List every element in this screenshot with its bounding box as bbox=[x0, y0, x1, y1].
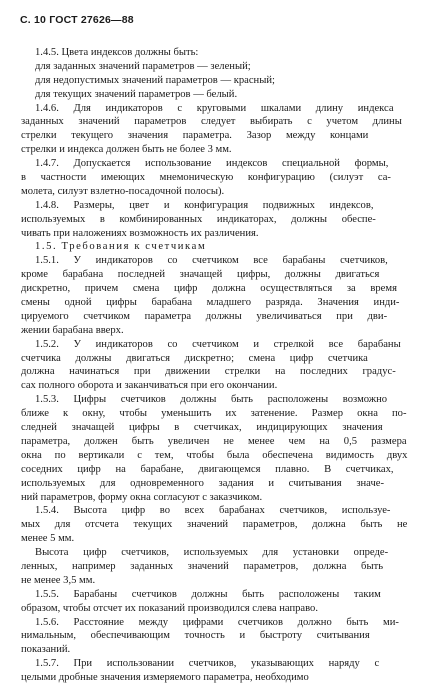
text-line: должна начинаться при движении стрелки на последних градус- bbox=[21, 366, 396, 378]
text-line: 1.5.4. Высота цифр во всех барабанах счетчиков, используе- bbox=[35, 505, 391, 517]
text-line: для недопустимых значений параметров — красный; bbox=[35, 74, 275, 86]
text-line: стрелки текущего значения параметра. Зазор между концами bbox=[21, 130, 369, 142]
text-line: следней значащей цифры в счетчиках, индицирующих значения bbox=[21, 422, 383, 434]
text-line: нимальным, обеспечивающим точность и быстроту считывания bbox=[21, 630, 370, 642]
text-line: для заданных значений параметров — зеленый; bbox=[35, 60, 251, 72]
text-line: не менее 3,5 мм. bbox=[21, 574, 96, 586]
text-line: цируемого счетчиком параметра должны увеличиваться при дви- bbox=[21, 310, 388, 322]
text-line: 1.4.5. Цвета индексов должны быть: bbox=[35, 47, 199, 58]
text-line: 1.5.5. Барабаны счетчиков должны быть расположены таким bbox=[35, 588, 381, 600]
text-line: счетчика должны двигаться дискретно; смена цифр счетчика bbox=[21, 352, 368, 364]
text-line: для текущих значений параметров — белый. bbox=[35, 88, 238, 100]
document-body bbox=[21, 46, 407, 685]
text-line: молета, силуэт взлетно-посадочной полосы). bbox=[21, 185, 225, 197]
text-line: сах полного оборота и заканчиваться при его окончании. bbox=[21, 380, 278, 392]
text-line: дискретно, причем смена цифр должна осуществляться за время bbox=[21, 283, 397, 295]
text-line: 1.4.7. Допускается использование индексов специальной формы, bbox=[35, 158, 389, 170]
text-line: показаний. bbox=[21, 644, 71, 656]
text-line: чивать при наложениях возможность их различения. bbox=[21, 227, 259, 239]
text-line: целыми дробные значения измеряемого параметра, необходимо bbox=[21, 672, 309, 684]
text-line: параметра, должен быть увеличен не менее чем на 0,5 размера bbox=[21, 435, 407, 447]
text-line: ний параметров, форму окна согласуют с заказчиком. bbox=[21, 491, 263, 503]
text-line: 1.5.7. При использовании счетчиков, указывающих наряду с bbox=[35, 658, 380, 670]
text-line: 1.5.6. Расстояние между цифрами счетчиков должно быть ми- bbox=[35, 616, 399, 628]
text-line: 1.4.8. Размеры, цвет и конфигурация подвижных индексов, bbox=[35, 199, 374, 211]
text-line: окна по вертикали с тем, чтобы была обеспечена видимость двух bbox=[21, 449, 408, 461]
text-line: ленных, например заданных значений параметров, должна быть bbox=[21, 560, 384, 572]
text-line: смены одной цифры барабана младшего разряда. Значения инди- bbox=[21, 297, 400, 309]
text-line: Высота цифр счетчиков, используемых для установки опреде- bbox=[35, 547, 389, 559]
section-heading: 1.5. Требования к счетчикам bbox=[35, 241, 207, 253]
text-line: жении барабана вверх. bbox=[21, 324, 124, 336]
text-line: менее 5 мм. bbox=[21, 533, 75, 545]
text-line: заданных значений параметров следует выбирать с учетом длины bbox=[21, 116, 402, 128]
text-line: 1.5.2. У индикаторов со счетчиком и стрелкой все барабаны bbox=[35, 338, 401, 350]
text-line: используемых для одновременного задания и считывания значе- bbox=[21, 477, 385, 489]
page-header: С. 10 ГОСТ 27626—88 bbox=[20, 14, 134, 26]
text-line: образом, чтобы отсчет их показаний производился слева направо. bbox=[21, 602, 318, 614]
text-line: 1.5.3. Цифры счетчиков должны быть расположены возможно bbox=[35, 394, 388, 406]
text-line: 1.4.6. Для индикаторов с круговыми шкалами длину индекса bbox=[35, 102, 394, 114]
text-line: используемых в комбинированных индикаторах, должны обеспе- bbox=[21, 213, 376, 225]
text-line: 1.5.1. У индикаторов со счетчиком все барабаны счетчиков, bbox=[35, 255, 388, 267]
text-line: кроме барабана последней значащей цифры, должны двигаться bbox=[21, 269, 380, 281]
text-line: в частности имеющих мнемоническую конфигурацию (силуэт са- bbox=[21, 172, 391, 184]
text-line: стрелки и индекса должен быть не более 3 мм. bbox=[21, 144, 232, 156]
text-line: мых для отсчета текущих значений параметров, должна быть не bbox=[21, 519, 408, 531]
text-line: соседних цифр на барабане, двигающемся плавно. В счетчиках, bbox=[21, 463, 394, 475]
text-line: ближе к окну, чтобы уменьшить их затенение. Размер окна по- bbox=[21, 408, 407, 420]
